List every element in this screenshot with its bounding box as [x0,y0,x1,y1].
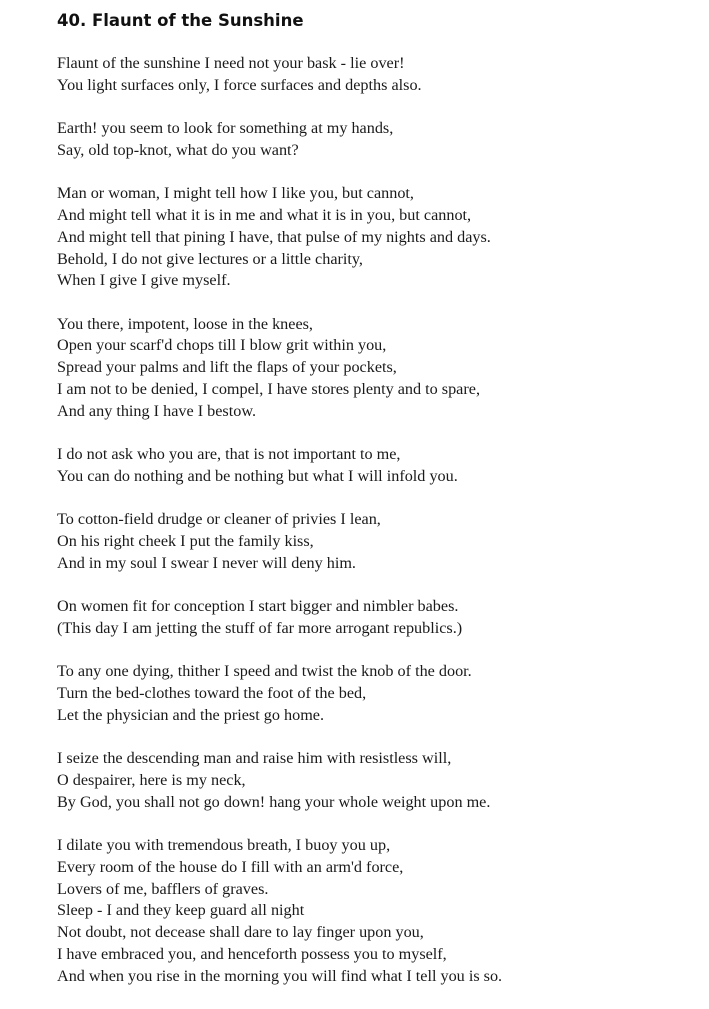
poem-line: By God, you shall not go down! hang your whole weight upon me. [57,792,491,811]
poem-line: And any thing I have I bestow. [57,401,256,420]
poem-body [57,53,697,988]
poem-line: Say, old top-knot, what do you want? [57,140,299,159]
poem-line: You there, impotent, loose in the knees, [57,314,313,333]
poem-line: Sleep - I and they keep guard all night [57,901,305,920]
poem-line: And when you rise in the morning you will find what I tell you is so. [57,966,503,985]
poem-line: When I give I give myself. [57,271,231,290]
poem-line: Turn the bed-clothes toward the foot of the bed, [57,684,367,703]
poem-line: Open your scarf'd chops till I blow grit within you, [57,336,387,355]
poem-line: O despairer, here is my neck, [57,770,246,789]
poem-line: I am not to be denied, I compel, I have stores plenty and to spare, [57,380,480,399]
poem-title: 40. Flaunt of the Sunshine [57,11,304,30]
stanza [57,118,697,162]
poem-line: Behold, I do not give lectures or a little charity, [57,249,363,268]
stanza [57,661,697,726]
stanza [57,748,697,813]
poem-line: On his right cheek I put the family kiss, [57,532,314,551]
poem-line: Spread your palms and lift the flaps of your pockets, [57,358,397,377]
poem-line: (This day I am jetting the stuff of far more arrogant republics.) [57,618,463,637]
poem-page [57,8,697,1009]
poem-line: You can do nothing and be nothing but what I will infold you. [57,466,458,485]
poem-line: I dilate you with tremendous breath, I buoy you up, [57,836,391,855]
stanza [57,183,697,292]
poem-line: On women fit for conception I start bigger and nimbler babes. [57,597,459,616]
stanza [57,835,697,988]
poem-line: I have embraced you, and henceforth possess you to myself, [57,945,447,963]
poem-line: Flaunt of the sunshine I need not your bask - lie over! [57,54,405,72]
poem-line: And in my soul I swear I never will deny him. [57,553,356,572]
poem-line: Earth! you seem to look for something at my hands, [57,119,394,138]
poem-line: You light surfaces only, I force surfaces and depths also. [57,75,422,94]
stanza [57,596,697,640]
poem-line: I do not ask who you are, that is not important to me, [57,445,401,464]
poem-line: Not doubt, not decease shall dare to lay finger upon you, [57,923,424,942]
poem-line: Let the physician and the priest go home. [57,705,325,724]
poem-line: To cotton-field drudge or cleaner of privies I lean, [57,510,381,529]
stanza [57,444,697,488]
poem-line: And might tell what it is in me and what it is in you, but cannot, [57,205,472,224]
poem-line: Lovers of me, bafflers of graves. [57,879,269,898]
poem-line: Every room of the house do I fill with an arm'd force, [57,857,404,876]
poem-line: And might tell that pining I have, that pulse of my nights and days. [57,227,491,246]
poem-line: I seize the descending man and raise him with resistless will, [57,749,452,768]
poem-line: Man or woman, I might tell how I like you, but cannot, [57,184,414,203]
stanza [57,509,697,574]
poem-line: To any one dying, thither I speed and twist the knob of the door. [57,662,472,681]
stanza [57,314,697,423]
stanza [57,53,697,97]
